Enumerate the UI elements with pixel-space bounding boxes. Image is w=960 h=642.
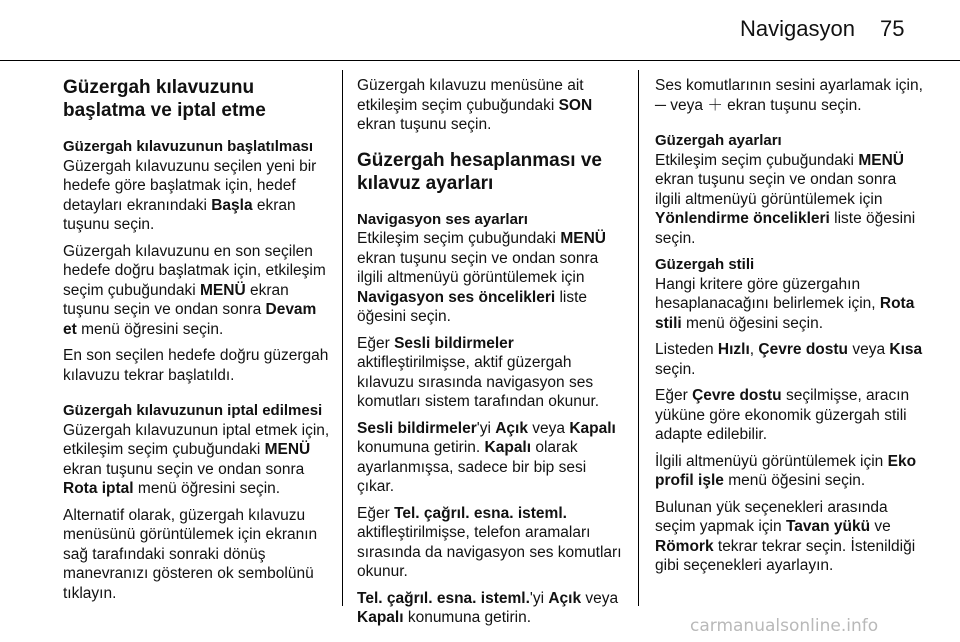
paragraph: Eğer Sesli bildirmeler aktifleştirilmişse, aktif güzergah kılavuzu sırasında navigasyon ses komutları sistem tarafından okunur. [357, 334, 600, 410]
subheading-route-settings: Güzergah ayarları [655, 132, 782, 149]
paragraph: Güzergah kılavuzunun iptal etmek için, etkileşim seçim çubuğundaki MENÜ ekran tuşunu seçin ve ondan sonra Rota iptal menü öğresini seçin. [63, 421, 330, 497]
section-heading-start-cancel: Güzergah kılavuzunu başlatma ve iptal etme [63, 77, 266, 121]
header-rule [0, 60, 960, 61]
paragraph: Ses komutlarının sesini ayarlamak için, ─ veya ＋ ekran tuşunu seçin. [655, 77, 923, 114]
paragraph: Etkileşim seçim çubuğundaki MENÜ ekran tuşunu seçin ve ondan sonra ilgili altmenüyü görüntülemek için Navigasyon ses öncelikleri liste öğesini seçin. [357, 230, 606, 325]
subheading-start-guidance: Güzergah kılavuzunun başlatılması [63, 138, 314, 155]
paragraph: Bulunan yük seçenekleri arasında seçim yapmak için Tavan yükü ve Römork tekrar tekrar seçin. İstenildiği gibi seçenekleri ayarlayın. [655, 498, 916, 574]
column-divider-1 [342, 70, 343, 606]
section-heading-route-calculation: Güzergah hesaplanması ve kılavuz ayarları [357, 149, 602, 194]
page-number: 75 [880, 16, 905, 41]
paragraph: Güzergah kılavuzunu en son seçilen hedefe doğru başlatmak için, etkileşim seçim çubuğundaki MENÜ ekran tuşunu seçin ve ondan sonra Devam et menü öğresini seçin. [63, 242, 326, 338]
column-divider-2 [638, 70, 639, 606]
paragraph: Sesli bildirmeler'yi Açık veya Kapalı konumuna getirin. Kapalı olarak ayarlanmışsa, sadece bir bip sesi çıkar. [357, 419, 616, 495]
column-1 [63, 76, 331, 610]
paragraph: Hangi kritere göre güzergahın hesaplanacağını belirlemek için, Rota stili menü öğesini seçin. [655, 275, 915, 332]
running-header-title: Navigasyon [740, 16, 855, 41]
watermark: carmanualsonline.info [690, 616, 879, 636]
paragraph: En son seçilen hedefe doğru güzergah kılavuzu tekrar başlatıldı. [63, 347, 329, 384]
column-2 [357, 76, 623, 635]
paragraph: Güzergah kılavuzunu seçilen yeni bir hedefe göre başlatmak için, hedef detayları ekranındaki Başla ekran tuşunu seçin. [63, 157, 317, 233]
paragraph: Listeden Hızlı, Çevre dostu veya Kısa seçin. [655, 341, 923, 378]
paragraph: İlgili altmenüyü görüntülemek için Eko profil işle menü öğesini seçin. [655, 452, 917, 489]
paragraph: Alternatif olarak, güzergah kılavuzu menüsünü görüntülemek için ekranın sağ tarafındaki sonraki dönüş manevranızı gösteren ok sembolünü tıklayın. [63, 506, 318, 602]
subheading-route-style: Güzergah stili [655, 256, 755, 273]
subheading-voice-settings: Navigasyon ses ayarları [357, 210, 528, 228]
paragraph: Etkileşim seçim çubuğundaki MENÜ ekran tuşunu seçin ve ondan sonra ilgili altmenüyü görüntülemek için Yönlendirme öncelikleri liste öğesini seçin. [655, 151, 916, 247]
paragraph: Eğer Tel. çağrıl. esna. isteml. aktifleştirilmişse, telefon aramaları sırasında da navigasyon ses komutları okunur. [357, 504, 622, 580]
paragraph: Güzergah kılavuzu menüsüne ait etkileşim seçim çubuğundaki SON ekran tuşunu seçin. [357, 77, 593, 133]
subheading-cancel-guidance: Güzergah kılavuzunun iptal edilmesi [63, 402, 323, 419]
paragraph: Tel. çağrıl. esna. isteml.'yi Açık veya Kapalı konumuna getirin. [357, 589, 619, 626]
paragraph: Eğer Çevre dostu seçilmişse, aracın yüküne göre ekonomik güzergah stili adapte edilebilir. [655, 387, 910, 443]
column-3 [655, 76, 925, 583]
